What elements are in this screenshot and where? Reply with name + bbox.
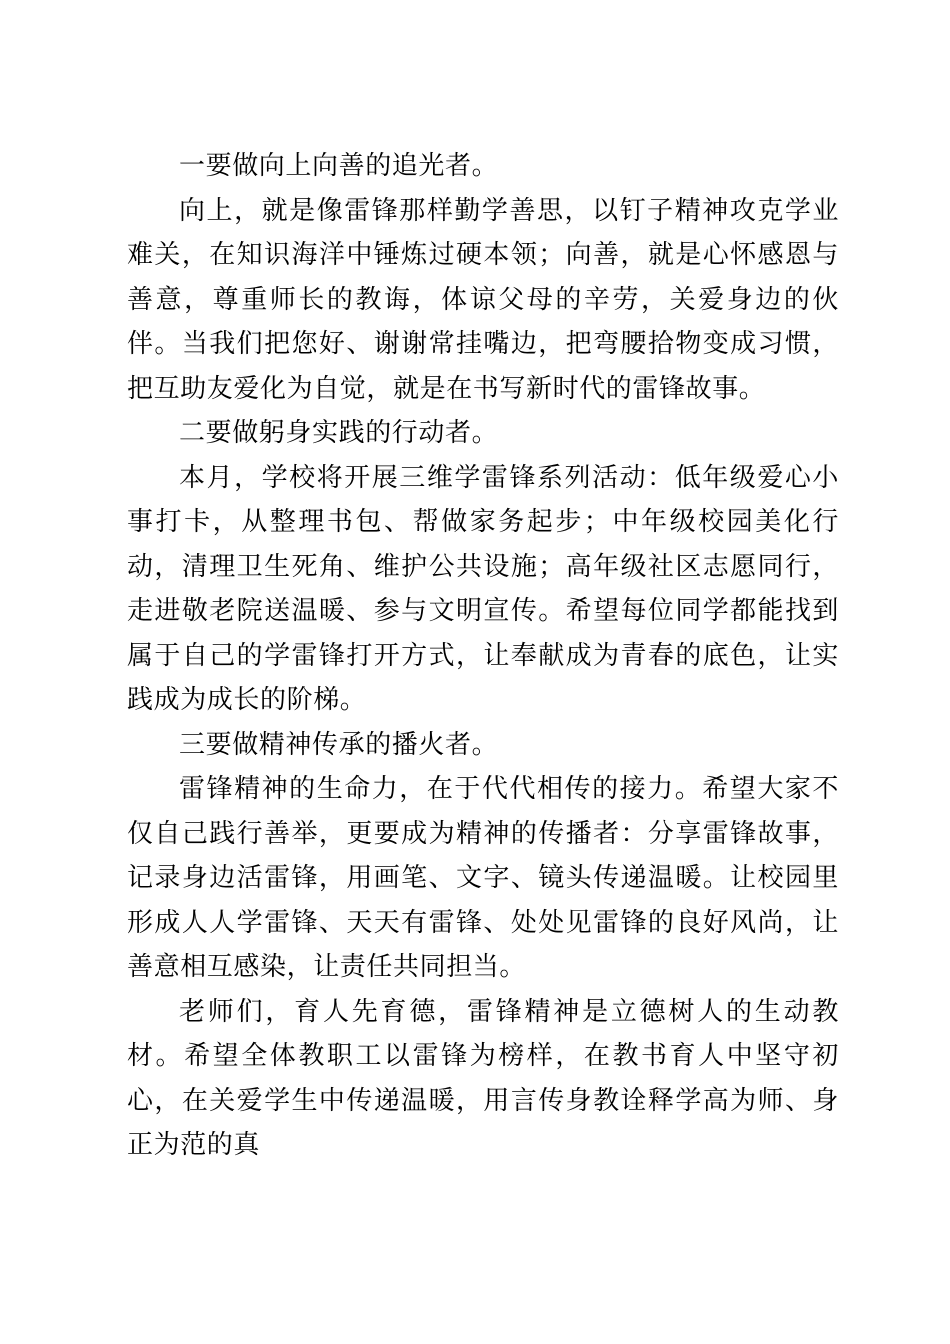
paragraph-body-1: 向上，就是像雷锋那样勤学善思，以钉子精神攻克学业难关，在知识海洋中锤炼过硬本领；向善，就是心怀感恩与善意，尊重师长的教诲，体谅父母的辛劳，关爱身边的伙伴。当我们把您好、谢谢常挂嘴边，把弯腰拾物变成习惯，把互助友爱化为自觉，就是在书写新时代的雷锋故事。 (127, 195, 839, 404)
paragraph-heading-2: 二要做躬身实践的行动者。 (179, 418, 499, 448)
paragraph-heading-3: 三要做精神传承的播火者。 (179, 729, 499, 760)
paragraph-heading-1: 一要做向上向善的追光者。 (179, 151, 499, 181)
paragraph-body-2: 本月，学校将开展三维学雷锋系列活动：低年级爱心小事打卡，从整理书包、帮做家务起步；中年级校园美化行动，清理卫生死角、维护公共设施；高年级社区志愿同行，走进敬老院送温暖、参与文明宣传。希望每位同学都能找到属于自己的学雷锋打开方式，让奉献成为青春的底色，让实践成为成长的阶梯。 (127, 462, 839, 715)
paragraph-body-4: 老师们，育人先育德，雷锋精神是立德树人的生动教材。希望全体教职工以雷锋为榜样，在教书育人中坚守初心，在关爱学生中传递温暖，用言传身教诠释学高为师、身正为范的真 (127, 996, 839, 1160)
paragraph-body-3: 雷锋精神的生命力，在于代代相传的接力。希望大家不仅自己践行善举，更要成为精神的传播者：分享雷锋故事，记录身边活雷锋，用画笔、文字、镜头传递温暖。让校园里形成人人学雷锋、天天有雷锋、处处见雷锋的良好风尚，让善意相互感染，让责任共同担当。 (127, 774, 839, 982)
document-body (127, 144, 839, 1168)
